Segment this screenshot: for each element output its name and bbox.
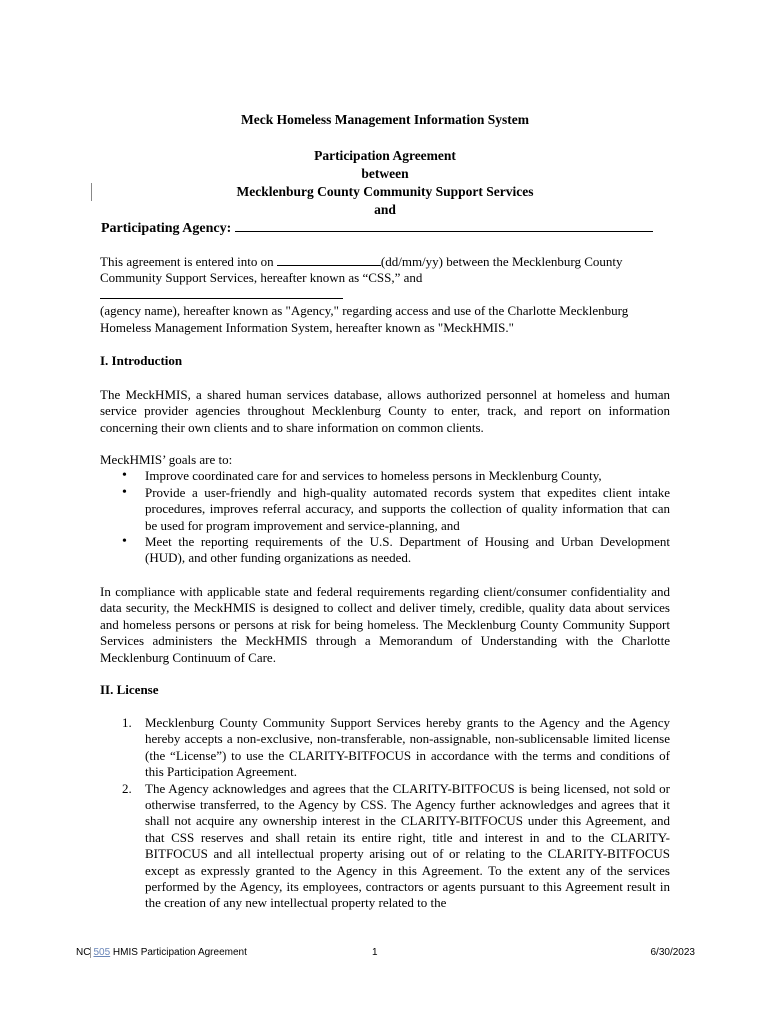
license-item-number: 2.	[122, 780, 132, 796]
page-footer	[76, 947, 695, 961]
page-number: 1	[372, 947, 378, 958]
footer-date: 6/30/2023	[650, 947, 695, 958]
goal-item: • Provide a user-friendly and high-quality automated records system that expedites client intake procedures, improves referral accuracy, and supports the collection of quality information that can be used for program improvement and service-planning, and	[100, 485, 670, 534]
goal-item: • Meet the reporting requirements of the U.S. Department of Housing and Urban Development (HUD), and other funding organizations as needed.	[100, 534, 670, 567]
system-title: Meck Homeless Management Information System	[241, 112, 529, 127]
agency-blank[interactable]	[235, 219, 653, 232]
goal-item: • Improve coordinated care for and services to homeless persons in Mecklenburg County,	[100, 468, 670, 484]
date-blank[interactable]	[277, 254, 381, 266]
footer-code: 505	[90, 947, 110, 958]
intro-text-1: This agreement is entered into on	[100, 254, 277, 269]
section-2-heading: II. License	[100, 682, 159, 697]
license-item-number: 1.	[122, 715, 132, 730]
between-text: between	[361, 166, 409, 181]
and-text: and	[374, 202, 396, 217]
participating-agency-line	[101, 219, 667, 238]
margin-change-mark	[91, 183, 92, 201]
footer-suffix: HMIS Participation Agreement	[110, 947, 247, 958]
intro-paragraph	[100, 254, 670, 336]
agency-name-blank[interactable]	[100, 287, 343, 299]
agency-label: Participating Agency:	[101, 221, 232, 236]
intro-text-3: (agency name), hereafter known as "Agency," regarding access and use of the Charlotte Mecklenburg Homeless Management Information System, hereafter known as "MeckHMIS."	[100, 303, 629, 335]
goals-list	[100, 468, 670, 566]
license-list-block	[100, 715, 670, 912]
footer-document-name	[76, 947, 247, 958]
footer-prefix: NC	[76, 947, 91, 958]
section-1-heading: I. Introduction	[100, 353, 183, 368]
party-name: Mecklenburg County Community Support Services	[236, 184, 534, 199]
section-1-paragraph-2: In compliance with applicable state and federal requirements regarding client/consumer confidentiality and data security, the MeckHMIS is designed to collect and deliver timely, credible, quality data about services and homeless persons or persons at risk for being homeless. The Mecklenburg County Community Support Services administers the MeckHMIS through a Memorandum of Understanding with the Charlotte Mecklenburg Continuum of Care.	[100, 584, 670, 665]
license-item-text: The Agency acknowledges and agrees that the CLARITY-BITFOCUS is being licensed, not sold or otherwise transferred, to the Agency by CSS. The Agency further acknowledges and agrees that it shall not acquire any ownership interest in the CLARITY-BITFOCUS under this Agreement, and that CSS reserves and shall retain its entire right, title and interest in and to the CLARITY-BITFOCUS and all intellectual property arising out of or relating to the CLARITY-BITFOCUS except as expressly granted to the Agency in this Agreement. To the extent any of the services performed by the Agency, its employees, contractors or agents pursuant to this Agreement result in the creation of any new intellectual property related to the	[145, 780, 670, 911]
license-item	[100, 781, 670, 912]
license-item	[100, 715, 670, 781]
goals-lead: MeckHMIS’ goals are to:	[100, 452, 233, 467]
intro-text-2: (dd/mm/yy) between the Mecklenburg County Community Support Services, hereafter known as “CSS,” and	[100, 254, 623, 286]
license-list	[100, 715, 670, 912]
agreement-heading-block	[0, 147, 770, 219]
goals-block	[100, 452, 670, 567]
license-item-text: Mecklenburg County Community Support Services hereby grants to the Agency and the Agency hereby accepts a non-exclusive, non-transferable, non-assignable, non-sublicensable limited license (the “License”) to use the CLARITY-BITFOCUS in accordance with the terms and conditions of this Participation Agreement.	[145, 715, 670, 780]
agreement-title: Participation Agreement	[314, 148, 456, 163]
section-1-paragraph-1: The MeckHMIS, a shared human services database, allows authorized personnel at homeless and human service provider agencies throughout Mecklenburg County to enter, track, and report on information concerning their own clients and to share information on common clients.	[100, 387, 670, 435]
